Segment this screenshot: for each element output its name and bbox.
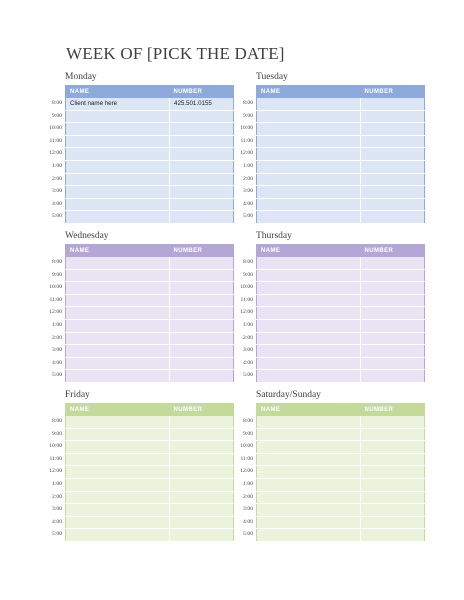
number-column-header: NUMBER bbox=[361, 245, 425, 258]
time-slot-row bbox=[257, 110, 425, 123]
time-label: 5:00 bbox=[52, 213, 62, 220]
time-label: 9:00 bbox=[52, 112, 62, 119]
time-slot-row bbox=[66, 478, 234, 491]
client-name-cell[interactable] bbox=[66, 370, 170, 383]
time-slot-row bbox=[257, 345, 425, 358]
client-name-cell[interactable] bbox=[257, 319, 361, 332]
time-slot-row bbox=[66, 516, 234, 529]
phone-number-cell[interactable] bbox=[361, 282, 425, 295]
time-label: 11:00 bbox=[49, 455, 62, 462]
client-name-cell[interactable] bbox=[66, 160, 170, 173]
time-label: 8:00 bbox=[243, 100, 253, 106]
phone-number-cell[interactable] bbox=[361, 416, 425, 428]
client-name-cell[interactable] bbox=[257, 294, 361, 307]
schedule-table bbox=[65, 403, 234, 542]
time-label: 10:00 bbox=[49, 284, 62, 291]
client-name-cell[interactable] bbox=[257, 529, 361, 542]
time-label: 5:00 bbox=[243, 372, 253, 379]
client-name-cell[interactable] bbox=[257, 123, 361, 136]
client-name-cell[interactable] bbox=[257, 135, 361, 148]
time-column bbox=[29, 415, 62, 541]
client-name-cell[interactable] bbox=[257, 332, 361, 345]
time-label: 9:00 bbox=[52, 430, 62, 437]
schedule-table bbox=[256, 244, 425, 383]
time-slot-row bbox=[66, 123, 234, 136]
day-title: Saturday/Sunday bbox=[256, 390, 321, 400]
time-label: 2:00 bbox=[243, 334, 253, 341]
time-label: 11:00 bbox=[240, 455, 253, 462]
client-name-cell[interactable] bbox=[66, 478, 170, 491]
time-slot-row bbox=[66, 307, 234, 320]
client-name-cell[interactable] bbox=[257, 307, 361, 320]
time-label: 9:00 bbox=[243, 112, 253, 119]
day-title: Friday bbox=[65, 390, 90, 400]
time-label: 5:00 bbox=[52, 531, 62, 538]
day-block-wednesday bbox=[49, 230, 233, 383]
phone-number-cell[interactable] bbox=[361, 257, 425, 269]
time-slot-row bbox=[257, 516, 425, 529]
time-label: 4:00 bbox=[52, 518, 62, 525]
client-name-cell[interactable] bbox=[257, 504, 361, 517]
time-label: 8:00 bbox=[243, 418, 253, 424]
time-label: 5:00 bbox=[52, 372, 62, 379]
time-slot-row bbox=[257, 332, 425, 345]
time-slot-row bbox=[257, 491, 425, 504]
time-slot-row bbox=[66, 148, 234, 161]
time-label: 4:00 bbox=[52, 359, 62, 366]
time-column bbox=[220, 256, 253, 382]
time-label: 2:00 bbox=[52, 493, 62, 500]
day-title: Wednesday bbox=[65, 231, 109, 241]
time-slot-row bbox=[257, 148, 425, 161]
client-name-cell[interactable] bbox=[66, 211, 170, 224]
number-column-header: NUMBER bbox=[361, 86, 425, 99]
client-name-cell[interactable] bbox=[66, 428, 170, 441]
client-name-cell[interactable]: Client name here bbox=[66, 98, 170, 110]
time-label: 11:00 bbox=[240, 296, 253, 303]
time-label: 4:00 bbox=[243, 359, 253, 366]
time-slot-row bbox=[66, 160, 234, 173]
time-slot-row bbox=[257, 529, 425, 542]
time-label: 2:00 bbox=[52, 334, 62, 341]
time-label: 2:00 bbox=[52, 175, 62, 182]
time-slot-row bbox=[257, 160, 425, 173]
time-slot-row bbox=[257, 453, 425, 466]
time-slot-row bbox=[66, 257, 234, 269]
schedule-table bbox=[65, 244, 234, 383]
time-slot-row bbox=[66, 428, 234, 441]
time-label: 12:00 bbox=[49, 468, 62, 475]
phone-number-cell[interactable] bbox=[361, 370, 425, 383]
client-name-cell[interactable] bbox=[66, 466, 170, 479]
name-column-header: NAME bbox=[66, 86, 170, 99]
time-label: 10:00 bbox=[240, 125, 253, 132]
day-block-thursday bbox=[240, 230, 424, 383]
day-title: Thursday bbox=[256, 231, 292, 241]
time-column bbox=[29, 256, 62, 382]
client-name-cell[interactable] bbox=[66, 123, 170, 136]
phone-number-cell[interactable] bbox=[361, 491, 425, 504]
client-name-cell[interactable] bbox=[257, 186, 361, 199]
time-label: 11:00 bbox=[240, 137, 253, 144]
time-slot-row bbox=[257, 504, 425, 517]
time-slot-row bbox=[66, 269, 234, 282]
time-slot-row bbox=[66, 332, 234, 345]
time-slot-row bbox=[66, 186, 234, 199]
phone-number-cell[interactable] bbox=[361, 441, 425, 454]
time-label: 5:00 bbox=[243, 213, 253, 220]
client-name-cell[interactable] bbox=[257, 357, 361, 370]
time-label: 1:00 bbox=[243, 162, 253, 169]
time-slot-row bbox=[66, 416, 234, 428]
phone-number-cell[interactable] bbox=[361, 160, 425, 173]
client-name-cell[interactable] bbox=[66, 416, 170, 428]
time-label: 1:00 bbox=[52, 162, 62, 169]
phone-number-cell[interactable] bbox=[361, 307, 425, 320]
client-name-cell[interactable] bbox=[257, 269, 361, 282]
client-name-cell[interactable] bbox=[257, 428, 361, 441]
time-label: 12:00 bbox=[240, 150, 253, 157]
client-name-cell[interactable] bbox=[257, 198, 361, 211]
number-column-header: NUMBER bbox=[170, 404, 234, 417]
client-name-cell[interactable] bbox=[257, 345, 361, 358]
time-column bbox=[220, 97, 253, 223]
day-title: Tuesday bbox=[256, 72, 288, 82]
day-block-monday bbox=[49, 71, 233, 224]
time-slot-row bbox=[257, 428, 425, 441]
number-column-header: NUMBER bbox=[170, 245, 234, 258]
client-name-cell[interactable] bbox=[66, 257, 170, 269]
time-label: 10:00 bbox=[240, 284, 253, 291]
client-name-cell[interactable] bbox=[66, 453, 170, 466]
client-name-cell[interactable] bbox=[66, 307, 170, 320]
phone-number-cell[interactable] bbox=[361, 211, 425, 224]
time-label: 10:00 bbox=[49, 443, 62, 450]
time-slot-row bbox=[257, 269, 425, 282]
client-name-cell[interactable] bbox=[257, 491, 361, 504]
phone-number-cell[interactable]: 425.501.0155 bbox=[170, 98, 234, 110]
time-slot-row bbox=[66, 294, 234, 307]
time-label: 12:00 bbox=[49, 309, 62, 316]
day-block-saturday-sunday bbox=[240, 389, 424, 542]
client-name-cell[interactable] bbox=[257, 98, 361, 110]
client-name-cell[interactable] bbox=[66, 441, 170, 454]
time-slot-row bbox=[257, 282, 425, 295]
schedule-table bbox=[256, 403, 425, 542]
client-name-cell[interactable] bbox=[257, 466, 361, 479]
time-label: 12:00 bbox=[240, 468, 253, 475]
schedule-table bbox=[65, 85, 234, 224]
time-slot-row bbox=[257, 257, 425, 269]
time-slot-row bbox=[257, 98, 425, 110]
time-label: 3:00 bbox=[52, 506, 62, 513]
phone-number-cell[interactable] bbox=[361, 173, 425, 186]
time-column bbox=[220, 415, 253, 541]
time-slot-row bbox=[257, 198, 425, 211]
number-column-header: NUMBER bbox=[170, 86, 234, 99]
time-slot-row bbox=[257, 186, 425, 199]
time-label: 8:00 bbox=[243, 259, 253, 265]
client-name-cell[interactable] bbox=[257, 160, 361, 173]
phone-number-cell[interactable] bbox=[361, 357, 425, 370]
time-label: 10:00 bbox=[49, 125, 62, 132]
time-slot-row bbox=[257, 357, 425, 370]
time-label: 9:00 bbox=[243, 271, 253, 278]
phone-number-cell[interactable] bbox=[361, 466, 425, 479]
time-slot-row bbox=[257, 307, 425, 320]
client-name-cell[interactable] bbox=[66, 491, 170, 504]
time-slot-row bbox=[257, 478, 425, 491]
time-label: 3:00 bbox=[52, 188, 62, 195]
name-column-header: NAME bbox=[66, 404, 170, 417]
client-name-cell[interactable] bbox=[66, 357, 170, 370]
phone-number-cell[interactable] bbox=[361, 332, 425, 345]
time-label: 3:00 bbox=[243, 506, 253, 513]
phone-number-cell[interactable] bbox=[361, 478, 425, 491]
client-name-cell[interactable] bbox=[66, 148, 170, 161]
time-label: 2:00 bbox=[243, 493, 253, 500]
client-name-cell[interactable] bbox=[66, 504, 170, 517]
time-label: 2:00 bbox=[243, 175, 253, 182]
time-slot-row bbox=[257, 123, 425, 136]
time-slot-row bbox=[257, 135, 425, 148]
time-label: 8:00 bbox=[52, 418, 62, 424]
client-name-cell[interactable] bbox=[66, 294, 170, 307]
client-name-cell[interactable] bbox=[257, 370, 361, 383]
client-name-cell[interactable] bbox=[66, 135, 170, 148]
phone-number-cell[interactable] bbox=[361, 345, 425, 358]
time-label: 1:00 bbox=[52, 480, 62, 487]
time-slot-row bbox=[257, 466, 425, 479]
client-name-cell[interactable] bbox=[257, 282, 361, 295]
client-name-cell[interactable] bbox=[257, 211, 361, 224]
time-label: 9:00 bbox=[243, 430, 253, 437]
time-slot-row bbox=[66, 491, 234, 504]
day-title: Monday bbox=[65, 72, 97, 82]
time-slot-row bbox=[257, 441, 425, 454]
phone-number-cell[interactable] bbox=[361, 269, 425, 282]
phone-number-cell[interactable] bbox=[361, 186, 425, 199]
client-name-cell[interactable] bbox=[257, 516, 361, 529]
time-slot-row bbox=[257, 319, 425, 332]
client-name-cell[interactable] bbox=[257, 441, 361, 454]
phone-number-cell[interactable] bbox=[361, 98, 425, 110]
time-label: 8:00 bbox=[52, 100, 62, 106]
time-label: 12:00 bbox=[240, 309, 253, 316]
client-name-cell[interactable] bbox=[257, 110, 361, 123]
phone-number-cell[interactable] bbox=[361, 198, 425, 211]
time-label: 4:00 bbox=[243, 518, 253, 525]
time-slot-row bbox=[257, 211, 425, 224]
time-slot-row bbox=[66, 173, 234, 186]
time-slot-row bbox=[66, 282, 234, 295]
phone-number-cell[interactable] bbox=[361, 529, 425, 542]
time-slot-row bbox=[66, 319, 234, 332]
phone-number-cell[interactable] bbox=[361, 123, 425, 136]
client-name-cell[interactable] bbox=[66, 282, 170, 295]
time-column bbox=[29, 97, 62, 223]
name-column-header: NAME bbox=[66, 245, 170, 258]
day-block-tuesday bbox=[240, 71, 424, 224]
phone-number-cell[interactable] bbox=[361, 294, 425, 307]
number-column-header: NUMBER bbox=[361, 404, 425, 417]
client-name-cell[interactable] bbox=[257, 173, 361, 186]
time-slot-row bbox=[257, 173, 425, 186]
phone-number-cell[interactable] bbox=[361, 453, 425, 466]
time-label: 5:00 bbox=[243, 531, 253, 538]
phone-number-cell[interactable] bbox=[361, 135, 425, 148]
client-name-cell[interactable] bbox=[66, 332, 170, 345]
day-block-friday bbox=[49, 389, 233, 542]
time-slot-row bbox=[66, 110, 234, 123]
client-name-cell[interactable] bbox=[257, 453, 361, 466]
time-slot-row bbox=[257, 370, 425, 383]
phone-number-cell[interactable] bbox=[361, 428, 425, 441]
phone-number-cell[interactable] bbox=[361, 110, 425, 123]
time-label: 12:00 bbox=[49, 150, 62, 157]
client-name-cell[interactable] bbox=[257, 257, 361, 269]
time-slot-row bbox=[66, 345, 234, 358]
time-slot-row bbox=[66, 198, 234, 211]
time-label: 11:00 bbox=[49, 296, 62, 303]
page-title: WEEK OF [PICK THE DATE] bbox=[66, 44, 285, 63]
time-slot-row bbox=[66, 529, 234, 542]
name-column-header: NAME bbox=[257, 404, 361, 417]
time-label: 10:00 bbox=[240, 443, 253, 450]
time-label: 3:00 bbox=[243, 188, 253, 195]
time-slot-row bbox=[66, 98, 234, 110]
time-slot-row bbox=[66, 135, 234, 148]
client-name-cell[interactable] bbox=[66, 529, 170, 542]
time-label: 1:00 bbox=[52, 321, 62, 328]
time-slot-row bbox=[66, 211, 234, 224]
time-label: 8:00 bbox=[52, 259, 62, 265]
time-label: 3:00 bbox=[52, 347, 62, 354]
time-slot-row bbox=[66, 357, 234, 370]
client-name-cell[interactable] bbox=[66, 110, 170, 123]
time-label: 4:00 bbox=[243, 200, 253, 207]
time-label: 4:00 bbox=[52, 200, 62, 207]
client-name-cell[interactable] bbox=[66, 186, 170, 199]
phone-number-cell[interactable] bbox=[361, 148, 425, 161]
time-slot-row bbox=[66, 504, 234, 517]
time-label: 9:00 bbox=[52, 271, 62, 278]
time-slot-row bbox=[66, 453, 234, 466]
phone-number-cell[interactable] bbox=[361, 504, 425, 517]
time-label: 11:00 bbox=[49, 137, 62, 144]
time-slot-row bbox=[257, 294, 425, 307]
time-slot-row bbox=[257, 416, 425, 428]
phone-number-cell[interactable] bbox=[361, 319, 425, 332]
name-column-header: NAME bbox=[257, 245, 361, 258]
client-name-cell[interactable] bbox=[257, 416, 361, 428]
time-slot-row bbox=[66, 370, 234, 383]
client-name-cell[interactable] bbox=[257, 478, 361, 491]
phone-number-cell[interactable] bbox=[361, 516, 425, 529]
client-name-cell[interactable] bbox=[257, 148, 361, 161]
name-column-header: NAME bbox=[257, 86, 361, 99]
client-name-cell[interactable] bbox=[66, 269, 170, 282]
client-name-cell[interactable] bbox=[66, 198, 170, 211]
schedule-table bbox=[256, 85, 425, 224]
time-label: 1:00 bbox=[243, 321, 253, 328]
client-name-cell[interactable] bbox=[66, 345, 170, 358]
time-slot-row bbox=[66, 441, 234, 454]
client-name-cell[interactable] bbox=[66, 319, 170, 332]
client-name-cell[interactable] bbox=[66, 516, 170, 529]
client-name-cell[interactable] bbox=[66, 173, 170, 186]
time-label: 3:00 bbox=[243, 347, 253, 354]
time-slot-row bbox=[66, 466, 234, 479]
time-label: 1:00 bbox=[243, 480, 253, 487]
